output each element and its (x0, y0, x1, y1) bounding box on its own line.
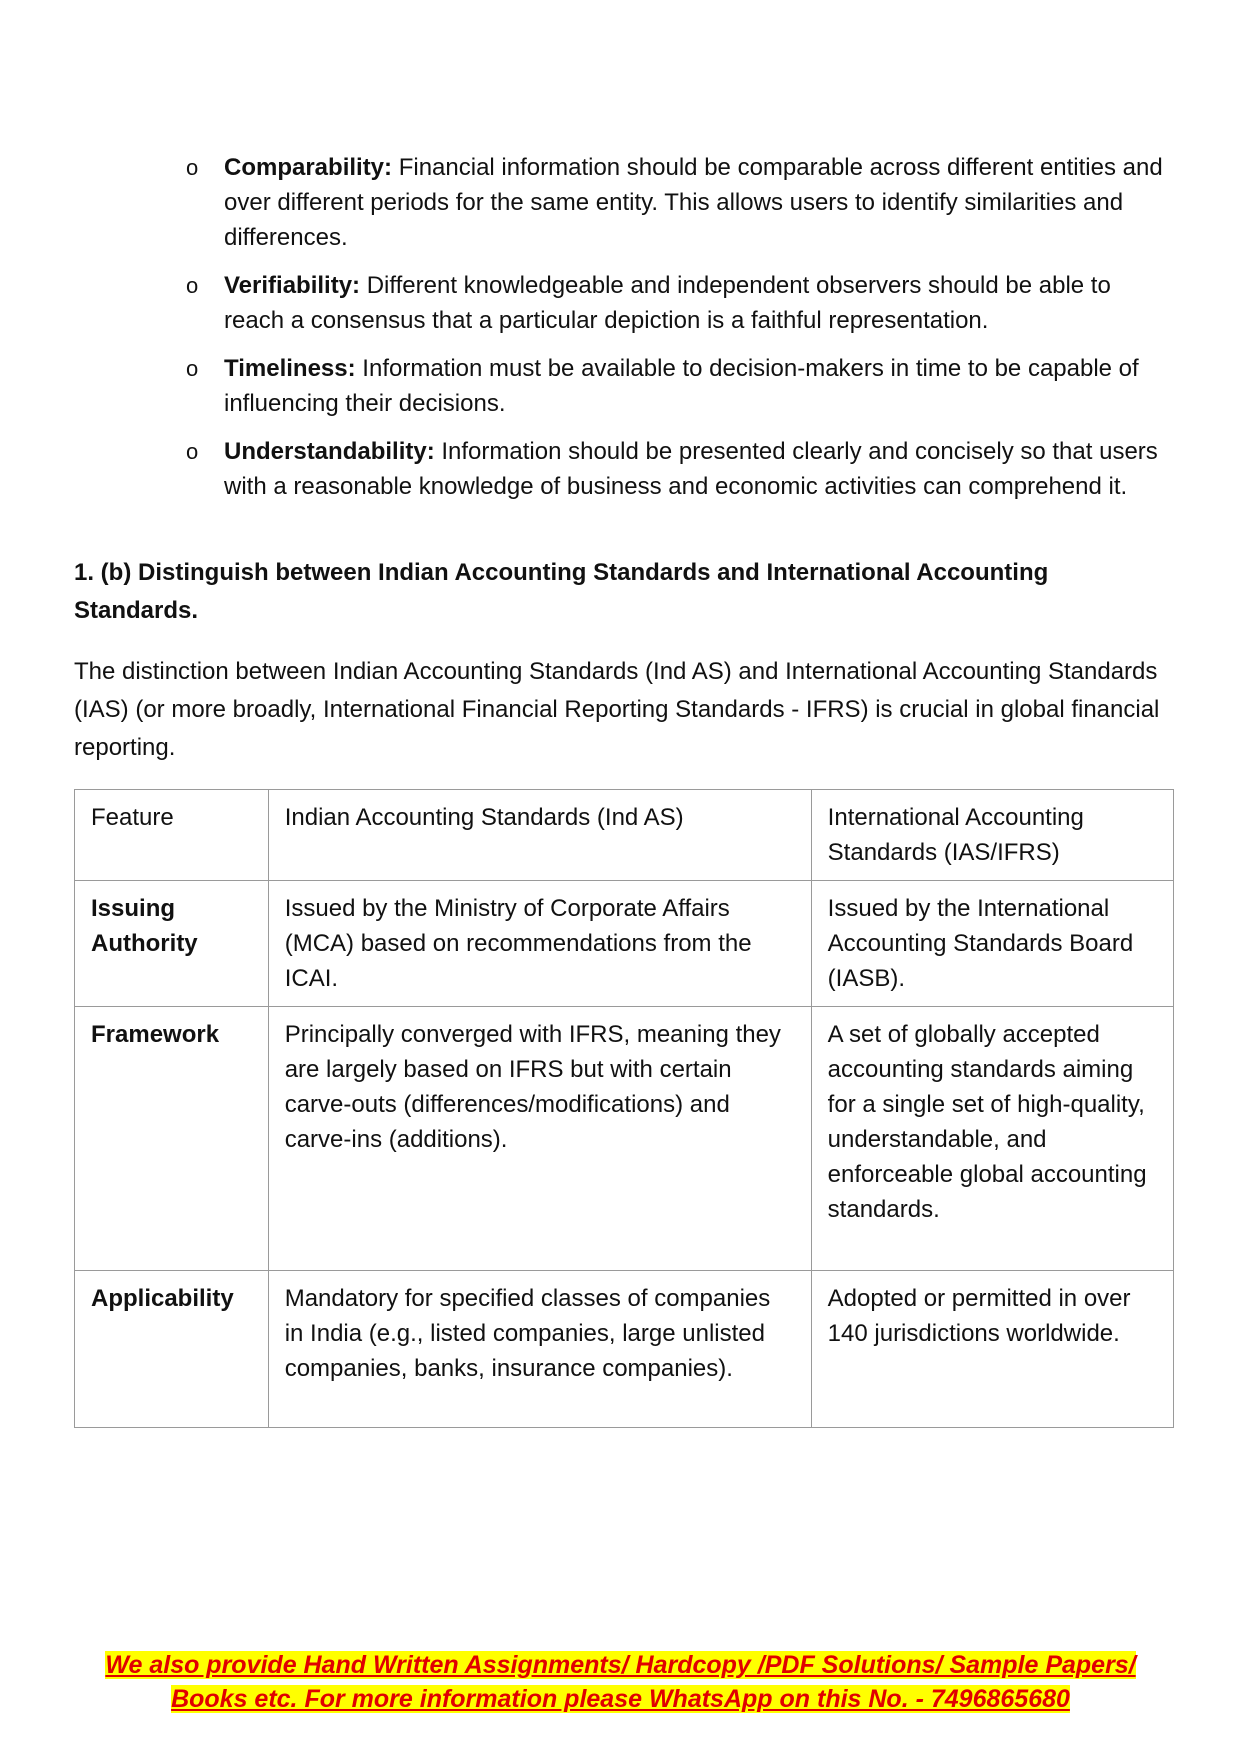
table-cell-feature: Applicability (75, 1271, 269, 1428)
comparison-table (74, 789, 1174, 1428)
table-header-cell: Indian Accounting Standards (Ind AS) (268, 790, 811, 881)
bullet-text: Information should be presented clearly and concisely so that users with a reasonable knowledge of business and economic activities can comprehend it. (224, 438, 1158, 500)
list-item-understandability (186, 434, 1176, 504)
list-item-comparability (186, 150, 1176, 255)
qualitative-characteristics-list (186, 150, 1176, 517)
table-row (75, 1271, 1174, 1428)
bullet-marker: o (186, 273, 199, 298)
table-row (75, 881, 1174, 1007)
promo-footer (80, 1648, 1161, 1716)
table-cell-ifrs: Issued by the International Accounting Standards Board (IASB). (811, 881, 1173, 1007)
intro-paragraph: The distinction between Indian Accounting Standards (Ind AS) and International Accounting Standards (IAS) (or more broadly, International Financial Reporting Standards - IFRS) is crucial in global financial reporting. (74, 658, 1160, 761)
table-cell-ind-as: Mandatory for specified classes of companies in India (e.g., listed companies, large unlisted companies, banks, insurance companies). (268, 1271, 811, 1428)
table-cell-ind-as: Issued by the Ministry of Corporate Affairs (MCA) based on recommendations from the ICAI. (268, 881, 811, 1007)
bullet-term: Understandability: (224, 438, 435, 465)
question-heading: 1. (b) Distinguish between Indian Accounting Standards and International Accounting Standards. (74, 559, 1049, 624)
list-item-timeliness (186, 351, 1176, 421)
table-row (75, 1007, 1174, 1271)
bullet-term: Comparability: (224, 154, 393, 181)
bullet-text: Financial information should be comparable across different entities and over different periods for the same entity. This allows users to identify similarities and differences. (224, 154, 1163, 251)
bullet-text: Information must be available to decision-makers in time to be capable of influencing their decisions. (224, 355, 1139, 417)
table-header-row (75, 790, 1174, 881)
promo-line-2: Books etc. For more information please WhatsApp on this No. - 7496865680 (171, 1685, 1070, 1713)
bullet-marker: o (186, 439, 199, 464)
bullet-marker: o (186, 155, 199, 180)
bullet-term: Timeliness: (224, 355, 356, 382)
table-cell-feature: Framework (75, 1007, 269, 1271)
table-cell-feature: Issuing Authority (75, 881, 269, 1007)
table-header-cell: International Accounting Standards (IAS/IFRS) (811, 790, 1173, 881)
bullet-marker: o (186, 356, 199, 381)
table-cell-ind-as: Principally converged with IFRS, meaning they are largely based on IFRS but with certain carve-outs (differences/modifications) and carve-ins (additions). (268, 1007, 811, 1271)
bullet-text: Different knowledgeable and independent observers should be able to reach a consensus that a particular depiction is a faithful representation. (224, 272, 1111, 334)
bullet-term: Verifiability: (224, 272, 361, 299)
table-cell-ifrs: Adopted or permitted in over 140 jurisdictions worldwide. (811, 1271, 1173, 1428)
list-item-verifiability (186, 268, 1176, 338)
promo-line-1: We also provide Hand Written Assignments/ Hardcopy /PDF Solutions/ Sample Papers/ (105, 1651, 1136, 1679)
table-header-cell: Feature (75, 790, 269, 881)
table-cell-ifrs: A set of globally accepted accounting standards aiming for a single set of high-quality, understandable, and enforceable global accounting standards. (811, 1007, 1173, 1271)
